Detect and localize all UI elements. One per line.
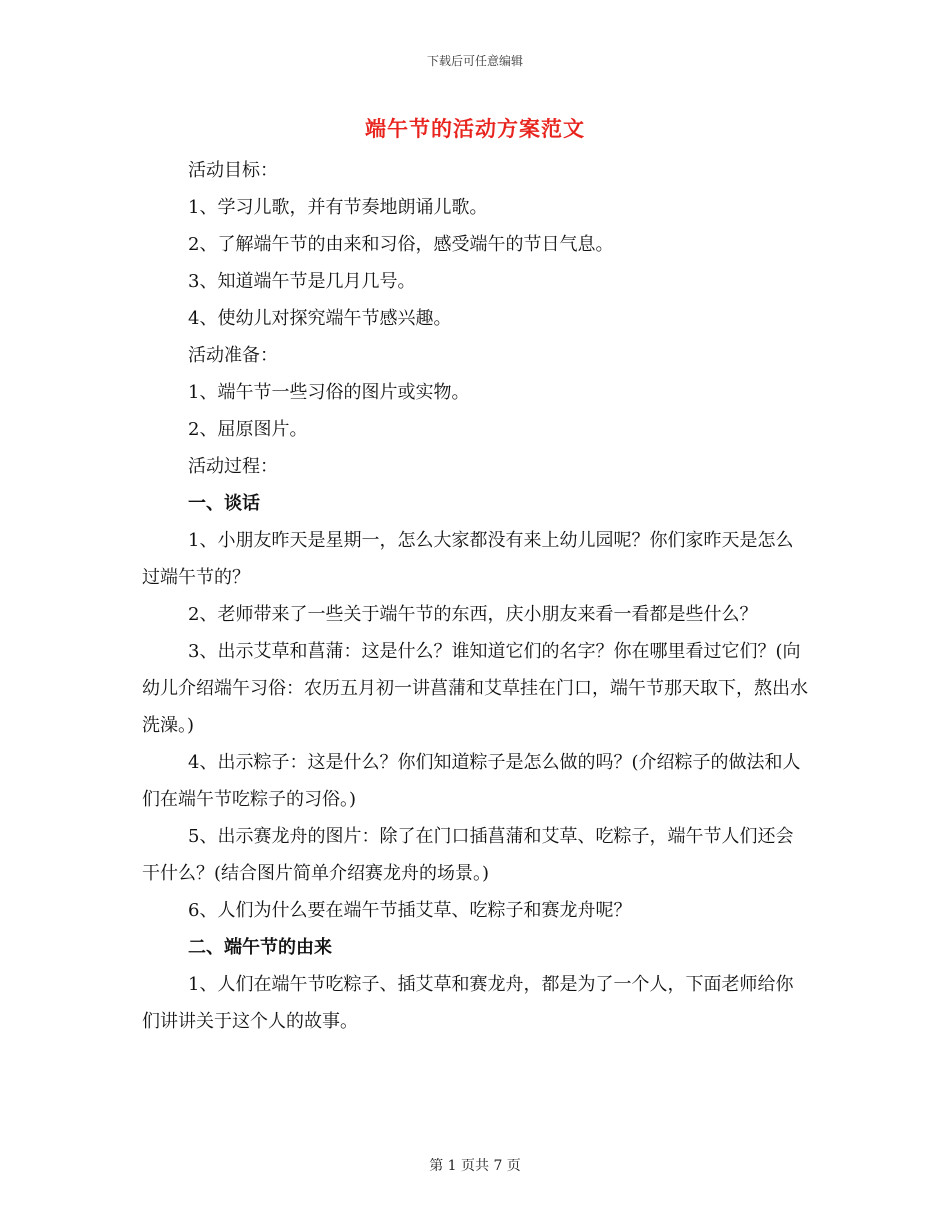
paragraph-goal-4: 4、使幼儿对探究端午节感兴趣。 (188, 308, 452, 329)
paragraph-talk-4: 4、出示粽子：这是什么？你们知道粽子是怎么做的吗？(介绍粽子的做法和人们在端午节吃粽子的习俗。) (142, 752, 801, 810)
paragraph-talk-5: 5、出示赛龙舟的图片：除了在门口插菖蒲和艾草、吃粽子，端午节人们还会干什么？(结合图片简单介绍赛龙舟的场景。) (142, 826, 794, 884)
paragraph-prep-1: 1、端午节一些习俗的图片或实物。 (188, 382, 470, 403)
paragraph-talk-1: 1、小朋友昨天是星期一，怎么大家都没有来上幼儿园呢？你们家昨天是怎么过端午节的？ (142, 530, 794, 588)
paragraph-goal-1: 1、学习儿歌，并有节奏地朗诵儿歌。 (188, 197, 488, 218)
paragraph-origin-1: 1、人们在端午节吃粽子、插艾草和赛龙舟，都是为了一个人，下面老师给你们讲讲关于这个人的故事。 (142, 974, 794, 1032)
paragraph-prep-2: 2、屈原图片。 (188, 419, 308, 440)
page-header-note: 下载后可任意编辑 (426, 54, 523, 68)
paragraph-prep-heading: 活动准备： (188, 345, 278, 366)
section-heading-origin: 二、端午节的由来 (188, 937, 332, 958)
page-number: 第 1 页共 7 页 (429, 1158, 521, 1174)
paragraph-talk-6: 6、人们为什么要在端午节插艾草、吃粽子和赛龙舟呢？ (188, 900, 632, 921)
paragraph-talk-2: 2、老师带来了一些关于端午节的东西，庆小朋友来看一看都是些什么？ (188, 604, 758, 625)
paragraph-goal-2: 2、了解端午节的由来和习俗，感受端午的节日气息。 (188, 234, 614, 255)
paragraph-process-heading: 活动过程： (188, 456, 278, 477)
section-heading-talk: 一、谈话 (188, 493, 260, 514)
paragraph-talk-3: 3、出示艾草和菖蒲：这是什么？谁知道它们的名字？你在哪里看过它们？(向幼儿介绍端午习俗：农历五月初一讲菖蒲和艾草挂在门口，端午节那天取下，熬出水洗澡。) (142, 641, 808, 736)
paragraph-goals-heading: 活动目标： (188, 160, 278, 181)
document-title: 端午节的活动方案范文 (365, 116, 585, 141)
document-body (142, 152, 810, 1040)
paragraph-goal-3: 3、知道端午节是几月几号。 (188, 271, 416, 292)
